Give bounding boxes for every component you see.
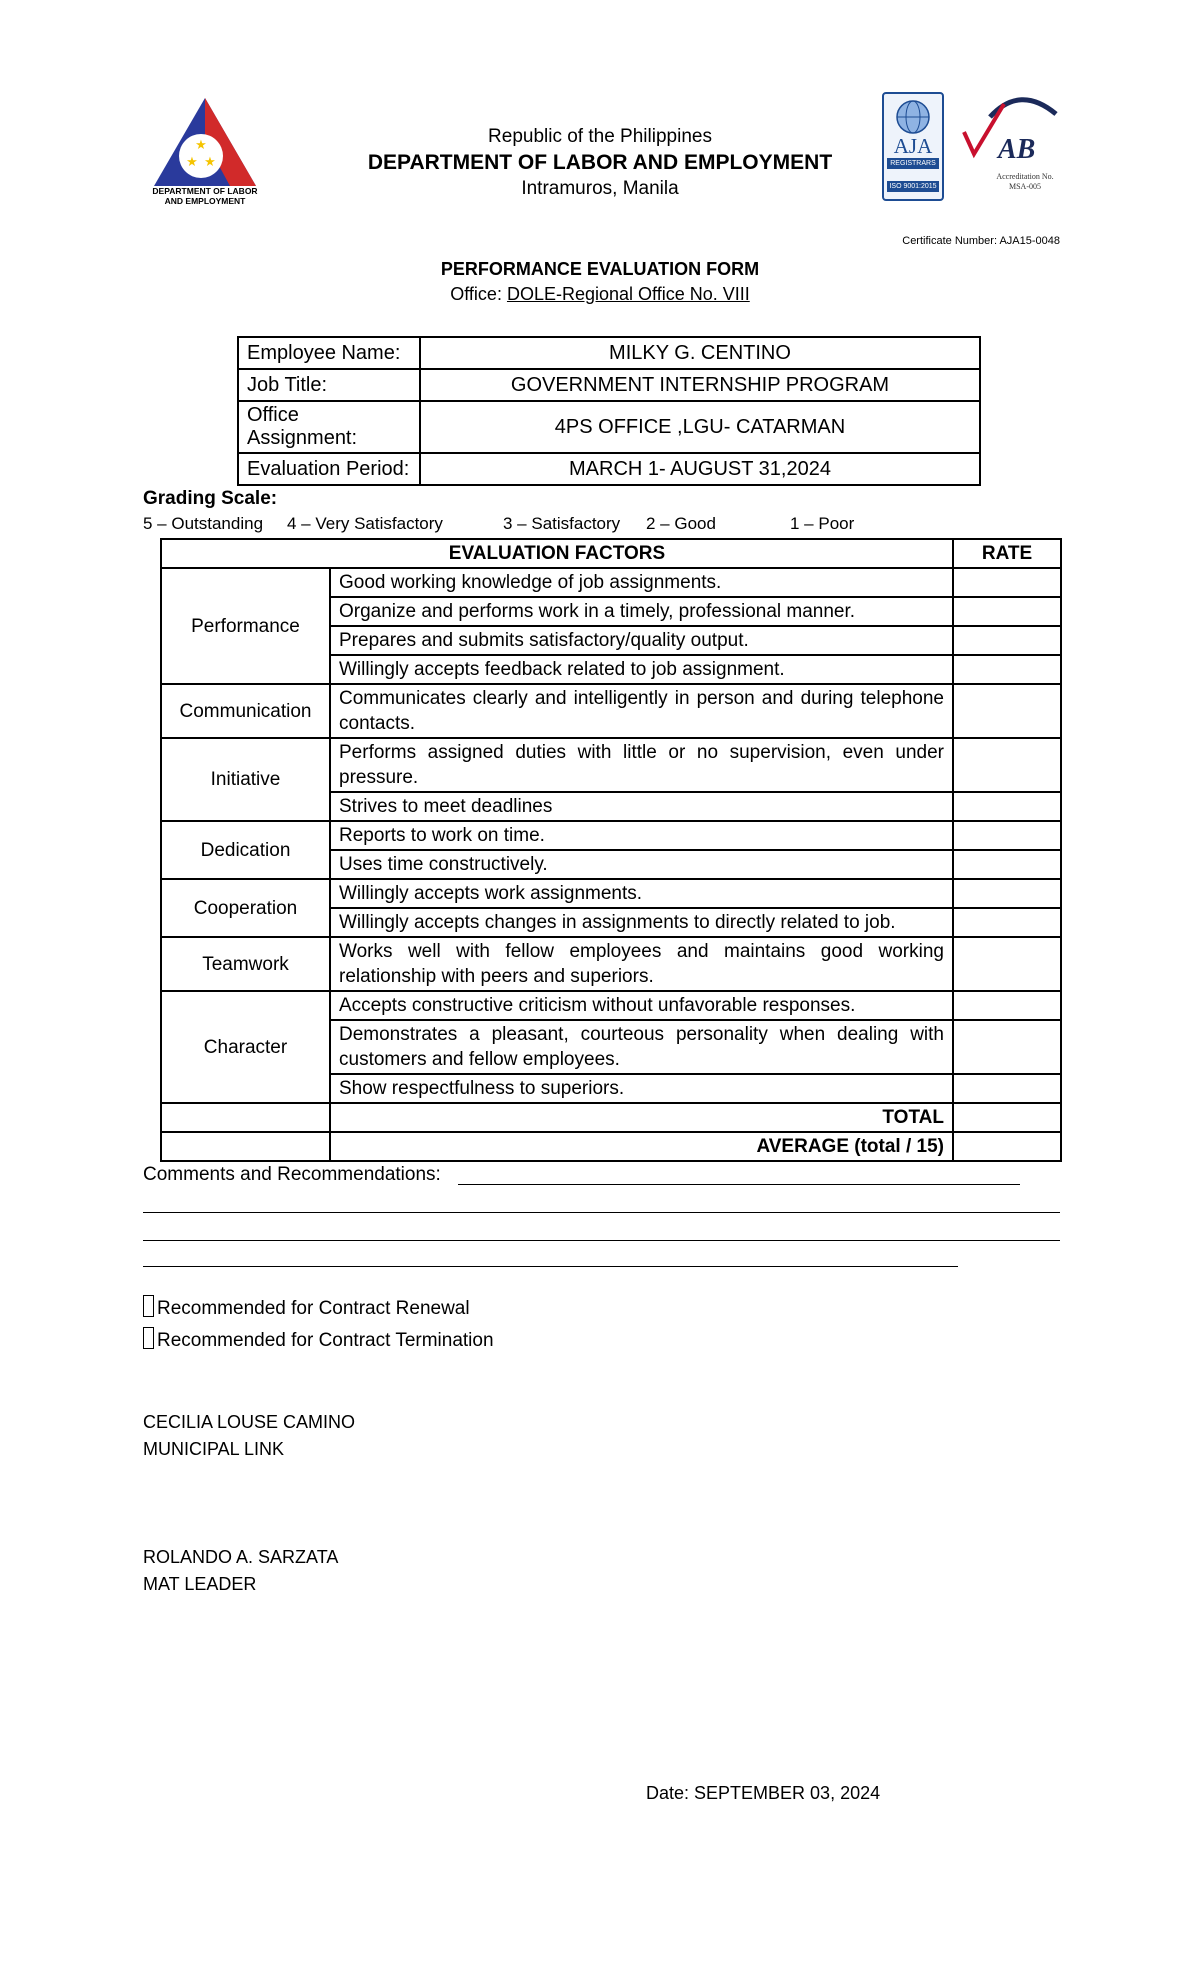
office-assignment-value: 4PS OFFICE ,LGU- CATARMAN: [420, 401, 980, 453]
aja-label: AJA: [893, 134, 933, 158]
recommend-renewal-label: Recommended for Contract Renewal: [157, 1298, 470, 1319]
criterion-cell: Good working knowledge of job assignments.: [330, 568, 953, 597]
table-row: [238, 369, 980, 401]
rate-cell[interactable]: [953, 1074, 1061, 1103]
republic-heading: Republic of the Philippines: [488, 126, 712, 147]
rate-cell[interactable]: [953, 850, 1061, 879]
signatory-block: [143, 1544, 338, 1598]
pab-accreditation-mark: [960, 92, 1060, 202]
criterion-cell: Performs assigned duties with little or no supervision, even under pressure.: [330, 738, 953, 792]
criterion-cell: Accepts constructive criticism without unfavorable responses.: [330, 991, 953, 1020]
svg-text:★: ★: [204, 154, 216, 169]
table-header-row: [161, 539, 1061, 568]
average-label: AVERAGE (total / 15): [330, 1132, 953, 1161]
office-assignment-label: Office Assignment:: [238, 401, 420, 453]
location-heading: Intramuros, Manila: [521, 178, 679, 199]
rate-cell[interactable]: [953, 991, 1061, 1020]
criterion-cell: Reports to work on time.: [330, 821, 953, 850]
empty-cell: [161, 1103, 330, 1132]
rate-cell[interactable]: [953, 568, 1061, 597]
recommend-renewal-option[interactable]: [143, 1295, 470, 1320]
criterion-cell: Willingly accepts work assignments.: [330, 879, 953, 908]
rate-cell[interactable]: [953, 879, 1061, 908]
rate-cell[interactable]: [953, 908, 1061, 937]
aja-registrars-label: REGISTRARS: [887, 158, 939, 169]
total-rate-cell[interactable]: [953, 1103, 1061, 1132]
factor-character: Character: [161, 991, 330, 1103]
pab-accreditation-label: Accreditation No.: [996, 172, 1054, 181]
criterion-cell: Works well with fellow employees and maintains good working relationship with peers and superiors.: [330, 937, 953, 991]
evaluation-factors-header: EVALUATION FACTORS: [161, 539, 953, 568]
table-row: [161, 821, 1061, 850]
factor-teamwork: Teamwork: [161, 937, 330, 991]
criterion-cell: Organize and performs work in a timely, professional manner.: [330, 597, 953, 626]
factor-communication: Communication: [161, 684, 330, 738]
table-row: [161, 991, 1061, 1020]
rate-cell[interactable]: [953, 738, 1061, 792]
pab-label: AB: [998, 134, 1036, 165]
factor-cooperation: Cooperation: [161, 879, 330, 937]
criterion-cell: Strives to meet deadlines: [330, 792, 953, 821]
date-line: Date: SEPTEMBER 03, 2024: [646, 1783, 881, 1803]
evaluation-period-value: MARCH 1- AUGUST 31,2024: [420, 453, 980, 485]
svg-text:★: ★: [186, 154, 198, 169]
criterion-cell: Demonstrates a pleasant, courteous personality when dealing with customers and fellow employees.: [330, 1020, 953, 1074]
criterion-cell: Willingly accepts feedback related to job assignment.: [330, 655, 953, 684]
signatory-block: [143, 1409, 355, 1463]
aja-certification-badge: [882, 92, 944, 201]
checkbox[interactable]: [143, 1327, 154, 1349]
dole-logo-text-line1: DEPARTMENT OF LABOR: [152, 186, 258, 196]
comment-line[interactable]: [143, 1266, 958, 1267]
grading-scale-item-2: 2 – Good: [646, 514, 716, 533]
criterion-cell: Show respectfulness to superiors.: [330, 1074, 953, 1103]
total-row: [161, 1103, 1061, 1132]
average-row: [161, 1132, 1061, 1161]
table-row: [238, 453, 980, 485]
comment-line[interactable]: [458, 1184, 1020, 1185]
rate-cell[interactable]: [953, 937, 1061, 991]
rate-cell[interactable]: [953, 626, 1061, 655]
rate-header: RATE: [953, 539, 1061, 568]
svg-text:★: ★: [195, 137, 207, 152]
rate-cell[interactable]: [953, 821, 1061, 850]
table-row: [161, 937, 1061, 991]
criterion-cell: Willingly accepts changes in assignments to directly related to job.: [330, 908, 953, 937]
grading-scale-title: Grading Scale:: [143, 488, 278, 509]
globe-icon: [884, 98, 942, 136]
rate-cell[interactable]: [953, 597, 1061, 626]
comment-line[interactable]: [143, 1240, 1060, 1241]
table-row: [161, 738, 1061, 792]
signatory-title: MUNICIPAL LINK: [143, 1439, 285, 1459]
job-title-value: GOVERNMENT INTERNSHIP PROGRAM: [420, 369, 980, 401]
evaluation-table: [160, 538, 1062, 1162]
factor-performance: Performance: [161, 568, 330, 684]
comment-line[interactable]: [143, 1212, 1060, 1213]
department-heading: DEPARTMENT OF LABOR AND EMPLOYMENT: [367, 151, 833, 174]
employee-name-label: Employee Name:: [238, 337, 420, 369]
signatory-name: CECILIA LOUSE CAMINO: [143, 1412, 356, 1432]
pab-msa-label: MSA-005: [1008, 182, 1041, 191]
table-row: [161, 684, 1061, 738]
form-title: PERFORMANCE EVALUATION FORM: [440, 259, 760, 279]
dole-logo-text-line2: AND EMPLOYMENT: [164, 196, 246, 206]
comments-label: Comments and Recommendations:: [143, 1164, 441, 1185]
total-label: TOTAL: [330, 1103, 953, 1132]
factor-dedication: Dedication: [161, 821, 330, 879]
rate-cell[interactable]: [953, 655, 1061, 684]
checkbox[interactable]: [143, 1295, 154, 1317]
empty-cell: [161, 1132, 330, 1161]
table-row: [161, 879, 1061, 908]
rate-cell[interactable]: [953, 1020, 1061, 1074]
certificate-number: Certificate Number: AJA15-0048: [902, 235, 1060, 247]
employee-name-value: MILKY G. CENTINO: [420, 337, 980, 369]
signatory-title: MAT LEADER: [143, 1574, 257, 1594]
grading-scale-item-4: 4 – Very Satisfactory: [287, 514, 443, 533]
job-title-label: Job Title:: [238, 369, 420, 401]
criterion-cell: Prepares and submits satisfactory/quality output.: [330, 626, 953, 655]
rate-cell[interactable]: [953, 684, 1061, 738]
office-label: Office:: [450, 284, 502, 304]
table-row: [238, 401, 980, 453]
recommend-termination-option[interactable]: [143, 1327, 494, 1352]
employee-info-table: [237, 336, 981, 486]
office-value: DOLE-Regional Office No. VIII: [506, 284, 750, 304]
rate-cell[interactable]: [953, 792, 1061, 821]
recommend-termination-label: Recommended for Contract Termination: [157, 1330, 494, 1351]
factor-initiative: Initiative: [161, 738, 330, 821]
grading-scale-item-1: 1 – Poor: [790, 514, 855, 533]
average-rate-cell[interactable]: [953, 1132, 1061, 1161]
iso-label: ISO 9001:2015: [887, 181, 939, 192]
grading-scale-item-5: 5 – Outstanding: [143, 514, 264, 533]
evaluation-period-label: Evaluation Period:: [238, 453, 420, 485]
office-line: [0, 284, 1200, 305]
criterion-cell: Uses time constructively.: [330, 850, 953, 879]
grading-scale-item-3: 3 – Satisfactory: [503, 514, 621, 533]
table-row: [161, 568, 1061, 597]
criterion-cell: Communicates clearly and intelligently in person and during telephone contacts.: [330, 684, 953, 738]
table-row: [238, 337, 980, 369]
signatory-name: ROLANDO A. SARZATA: [143, 1547, 339, 1567]
